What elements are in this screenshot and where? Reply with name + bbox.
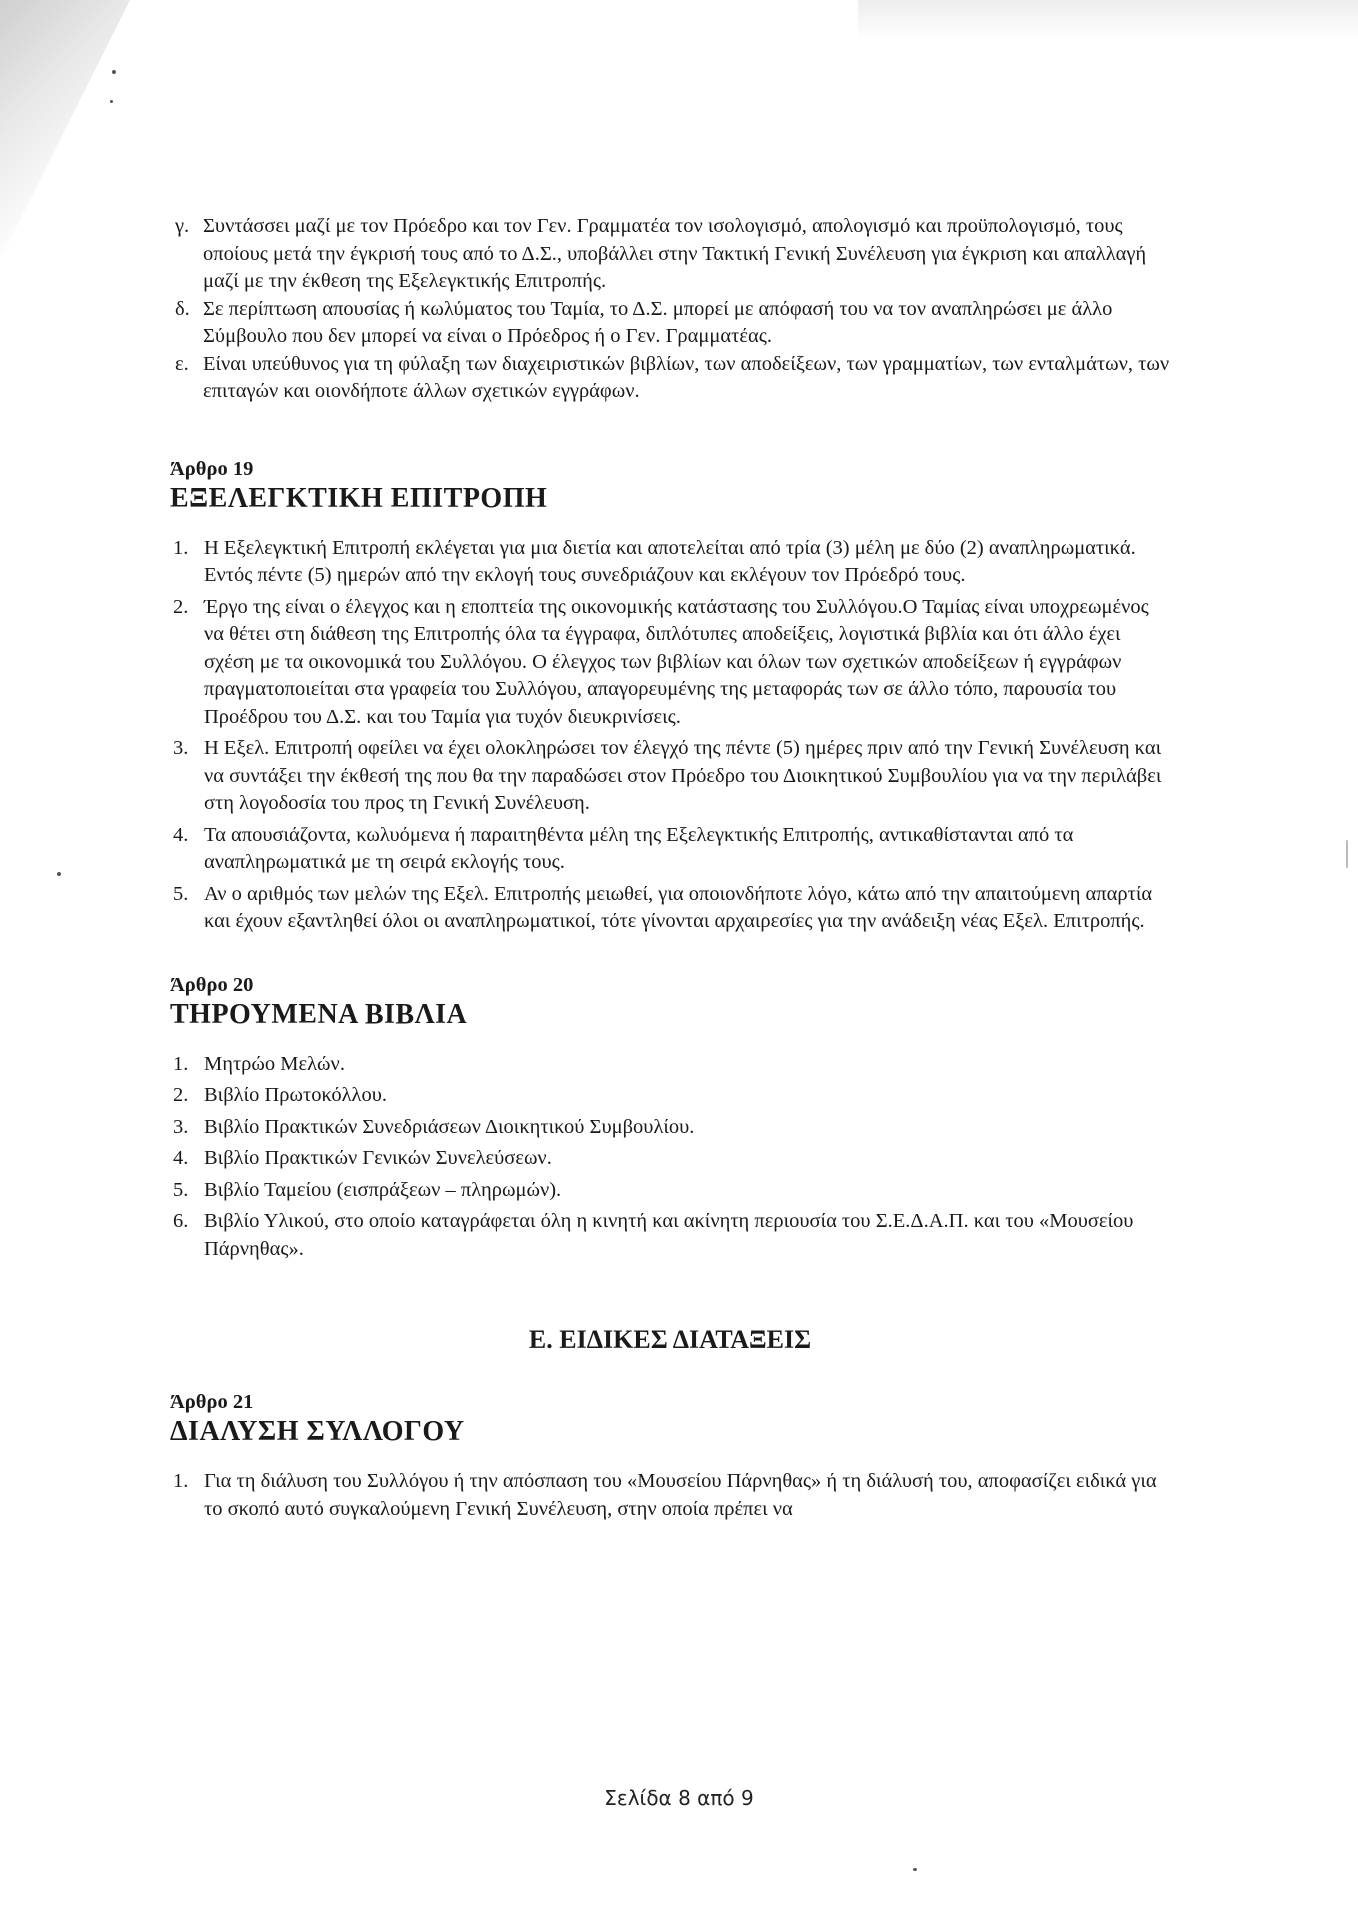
article-21 <box>170 1391 1170 1523</box>
list-item <box>170 1208 1170 1263</box>
list-item <box>170 213 1170 296</box>
list-item <box>170 1082 1170 1110</box>
list-item-text: Βιβλίο Πρακτικών Συνεδριάσεων Διοικητικού Συμβουλίου. <box>204 1115 695 1138</box>
scan-shadow-left <box>0 0 130 260</box>
article-title: ΤΗΡΟΥΜΕΝΑ ΒΙΒΛΙΑ <box>170 998 468 1030</box>
list-item-text: Σε περίπτωση απουσίας ή κωλύματος του Ταμία, το Δ.Σ. μπορεί με απόφασή του να τον αναπληρώσει με άλλο Σύμβουλο που δεν μπορεί να είναι ο Πρόεδρος ή ο Γεν. Γραμματέας. <box>203 297 1113 347</box>
list-marker: 2. <box>173 1084 189 1106</box>
article-label: Άρθρο 21 <box>170 1391 254 1413</box>
list-marker: 1. <box>173 1470 189 1492</box>
list-marker: 3. <box>173 1115 189 1138</box>
list-item <box>170 351 1170 406</box>
page-number: Σελίδα 8 από 9 <box>604 1786 754 1810</box>
list-marker: 5. <box>173 882 189 905</box>
list-item-text: Έργο της είναι ο έλεγχος και η εποπτεία της οικονομικής κατάστασης του Συλλόγου.Ο Ταμίας είναι υποχρεωμένος να θέτει στη διάθεση της Επιτροπής όλα τα έγγραφα, διπλότυπες αποδείξεις, λογιστικά βιβλία και ότι άλλο έχει σχέση με τα οικονομικά του Συλλόγου. Ο έλεγχος των βιβλίων και όλων των σχετικών αποδείξεων ή εγγράφων πραγματοποιείται στα γραφεία του Συλλόγου, απαγορευμένης της μεταφοράς των σε άλλο τόπο, παρουσία του Προέδρου του Δ.Σ. και του Ταμία για τυχόν διευκρινίσεις. <box>204 595 1149 728</box>
list-item-text: Βιβλίο Υλικού, στο οποίο καταγράφεται όλη η κινητή και ακίνητη περιουσία του Σ.Ε.Δ.Α.Π. και του «Μουσείου Πάρνηθας». <box>204 1210 1134 1260</box>
list-item-text: Μητρώο Μελών. <box>204 1052 345 1075</box>
list-marker: 2. <box>173 595 189 618</box>
list-marker: 4. <box>173 1147 189 1169</box>
list-item <box>170 1468 1170 1523</box>
treasurer-duties-list <box>170 213 1170 406</box>
list-item <box>170 594 1170 732</box>
list-item-text: Η Εξελ. Επιτροπή οφείλει να έχει ολοκληρώσει τον έλεγχό της πέντε (5) ημέρες πριν από την Γενική Συνέλευση και να συντάξει την έκθεσή της που θα την παραδώσει στον Πρόεδρο του Διοικητικού Συμβουλίου για να την περιλάβει στη λογοδοσία του προς τη Γενική Συνέλευση. <box>204 737 1162 814</box>
article-title: ΕΞΕΛΕΓΚΤΙΚΗ ΕΠΙΤΡΟΠΗ <box>170 482 548 514</box>
article-19 <box>170 458 1170 936</box>
list-item-text: Βιβλίο Ταμείου (εισπράξεων – πληρωμών). <box>204 1178 562 1201</box>
scan-speck <box>913 1868 917 1871</box>
scan-shadow-top <box>858 0 1358 40</box>
list-item-text: Βιβλίο Πρωτοκόλλου. <box>204 1084 387 1106</box>
list-item-text: Για τη διάλυση του Συλλόγου ή την απόσπαση του «Μουσείου Πάρνηθας» ή τη διάλυσή του, αποφασίζει ειδικά για το σκοπό αυτό συγκαλούμενη Γενική Συνέλευση, στην οποία πρέπει να <box>204 1470 1157 1520</box>
section-title: Ε. ΕΙΔΙΚΕΣ ΔΙΑΤΑΞΕΙΣ <box>528 1325 812 1354</box>
list-item <box>170 296 1170 351</box>
list-item <box>170 822 1170 877</box>
list-marker: 4. <box>173 823 189 846</box>
list-item <box>170 1114 1170 1142</box>
section-e <box>170 1325 1170 1355</box>
list-marker: 5. <box>173 1178 189 1201</box>
article-19-list <box>170 535 1170 936</box>
list-item <box>170 535 1170 590</box>
article-label: Άρθρο 20 <box>170 973 254 996</box>
list-item-text: Αν ο αριθμός των μελών της Εξελ. Επιτροπής μειωθεί, για οποιονδήποτε λόγο, κάτω από την απαιτούμενη απαρτία και έχουν εξαντληθεί όλοι οι αναπληρωματικοί, τότε γίνονται αρχαιρεσίες για την ανάδειξη νέας Εξελ. Επιτροπής. <box>204 882 1153 932</box>
list-item-text: Βιβλίο Πρακτικών Γενικών Συνελεύσεων. <box>204 1147 552 1169</box>
article-21-list <box>170 1468 1170 1523</box>
list-marker: δ. <box>175 297 190 320</box>
scan-speck <box>57 872 61 876</box>
scan-speck <box>110 100 113 103</box>
list-marker: 3. <box>173 737 189 759</box>
list-marker: 1. <box>173 1052 189 1075</box>
list-item-text: Η Εξελεγκτική Επιτροπή εκλέγεται για μια διετία και αποτελείται από τρία (3) μέλη με δύο (2) αναπληρωματικά. Εντός πέντε (5) ημερών από την εκλογή τους συνεδριάζουν και εκλέγουν τον Πρόεδρό τους. <box>204 536 1136 586</box>
list-item <box>170 735 1170 818</box>
list-marker: 6. <box>173 1210 189 1232</box>
article-label: Άρθρο 19 <box>170 457 254 480</box>
list-marker: 1. <box>173 536 189 559</box>
article-20-list <box>170 1051 1170 1264</box>
list-marker: γ. <box>175 215 190 237</box>
list-item <box>170 881 1170 936</box>
list-item-text: Συντάσσει μαζί με τον Πρόεδρο και τον Γεν. Γραμματέα τον ισολογισμό, απολογισμό και προϋπολογισμό, τους οποίους μετά την έγκρισή τους από το Δ.Σ., υποβάλλει στην Τακτική Γενική Συνέλευση για έγκριση και απαλλαγή μαζί με την έκθεση της Εξελεγκτικής Επιτροπής. <box>203 215 1147 292</box>
article-title: ΔΙΑΛΥΣΗ ΣΥΛΛΟΓΟΥ <box>170 1416 465 1447</box>
list-item <box>170 1177 1170 1205</box>
list-item <box>170 1145 1170 1173</box>
list-item <box>170 1051 1170 1079</box>
list-marker: ε. <box>175 352 189 375</box>
document-body <box>170 213 1170 1527</box>
list-item-text: Τα απουσιάζοντα, κωλυόμενα ή παραιτηθέντα μέλη της Εξελεγκτικής Επιτροπής, αντικαθίστανται από τα αναπληρωματικά με τη σειρά εκλογής τους. <box>204 823 1074 873</box>
scan-speck <box>112 70 116 74</box>
article-20 <box>170 974 1170 1264</box>
scan-mark <box>1346 840 1348 868</box>
list-item-text: Είναι υπεύθυνος για τη φύλαξη των διαχειριστικών βιβλίων, των αποδείξεων, των γραμματίων, των ενταλμάτων, των επιταγών και οιονδήποτε άλλων σχετικών εγγράφων. <box>203 352 1170 402</box>
